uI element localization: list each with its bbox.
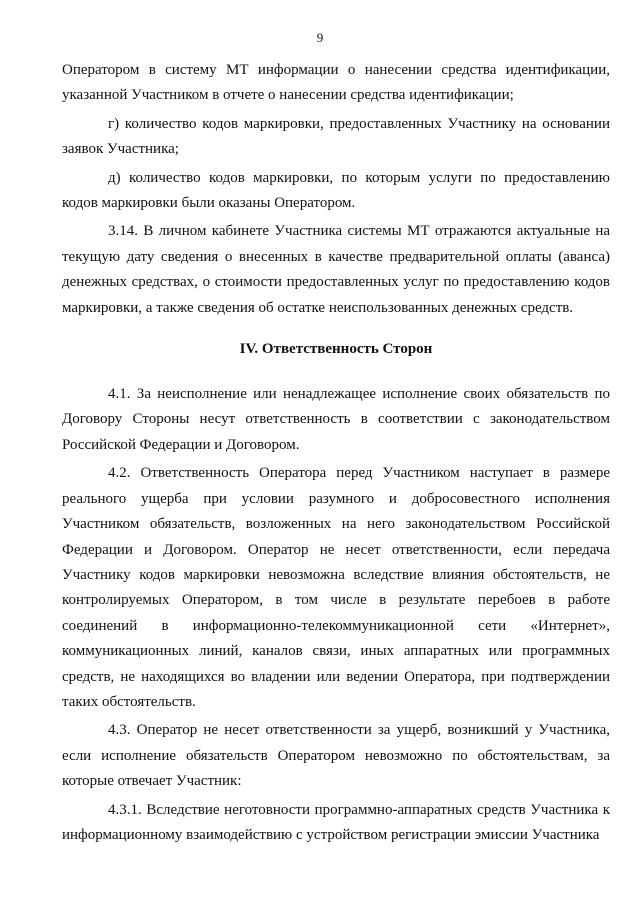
- document-body: [62, 58, 610, 851]
- page-number: 9: [316, 30, 324, 45]
- clause-4-1: 4.1. За неисполнение или ненадлежащее исполнение своих обязательств по Договору Стороны несут ответственность в соответствии с законодательством Российской Федерации и Договором.: [62, 386, 610, 453]
- paragraph-continuation: Оператором в систему МТ информации о нанесении средства идентификации, указанной Участником в отчете о нанесении средства идентификации;: [62, 62, 610, 104]
- clause-4-3-1: 4.3.1. Вследствие неготовности программно-аппаратных средств Участника к информационному взаимодействию с устройством регистрации эмиссии Участника: [62, 801, 610, 843]
- clause-4-3: 4.3. Оператор не несет ответственности за ущерб, возникший у Участника, если исполнение обязательств Оператором невозможно по обстоятельствам, за которые отвечает Участник:: [62, 722, 610, 790]
- list-item-g: г) количество кодов маркировки, предоставленных Участнику на основании заявок Участника;: [62, 115, 610, 158]
- list-item-d: д) количество кодов маркировки, по которым услуги по предоставлению кодов маркировки были оказаны Оператором.: [62, 169, 610, 212]
- section-heading: IV. Ответственность Сторон: [239, 341, 433, 358]
- clause-4-2: 4.2. Ответственность Оператора перед Участником наступает в размере реального ущерба при условии разумного и добросовестного исполнения Участником обязательств, возложенных на него законодательством Российской Федерации и Договором. Оператор не несет ответственности, если передача Участнику кодов маркировки невозможна вследствие влияния обстоятельств, не контролируемых Оператором, в том числе в результате перебоев в работе соединений в информационно-телекоммуникационной сети «Интернет», коммуникационных линий, каналов связи, иных аппаратных или программных средств, не находящихся во владении или ведении Оператора, при подтверждении таких обстоятельств.: [62, 465, 610, 710]
- clause-3-14: 3.14. В личном кабинете Участника системы МТ отражаются актуальные на текущую дату сведения о внесенных в качестве предварительной оплаты (аванса) денежных средствах, о стоимости предоставленных услуг по предоставлению кодов маркировки, а также сведения об остатке неиспользованных денежных средств.: [62, 223, 610, 316]
